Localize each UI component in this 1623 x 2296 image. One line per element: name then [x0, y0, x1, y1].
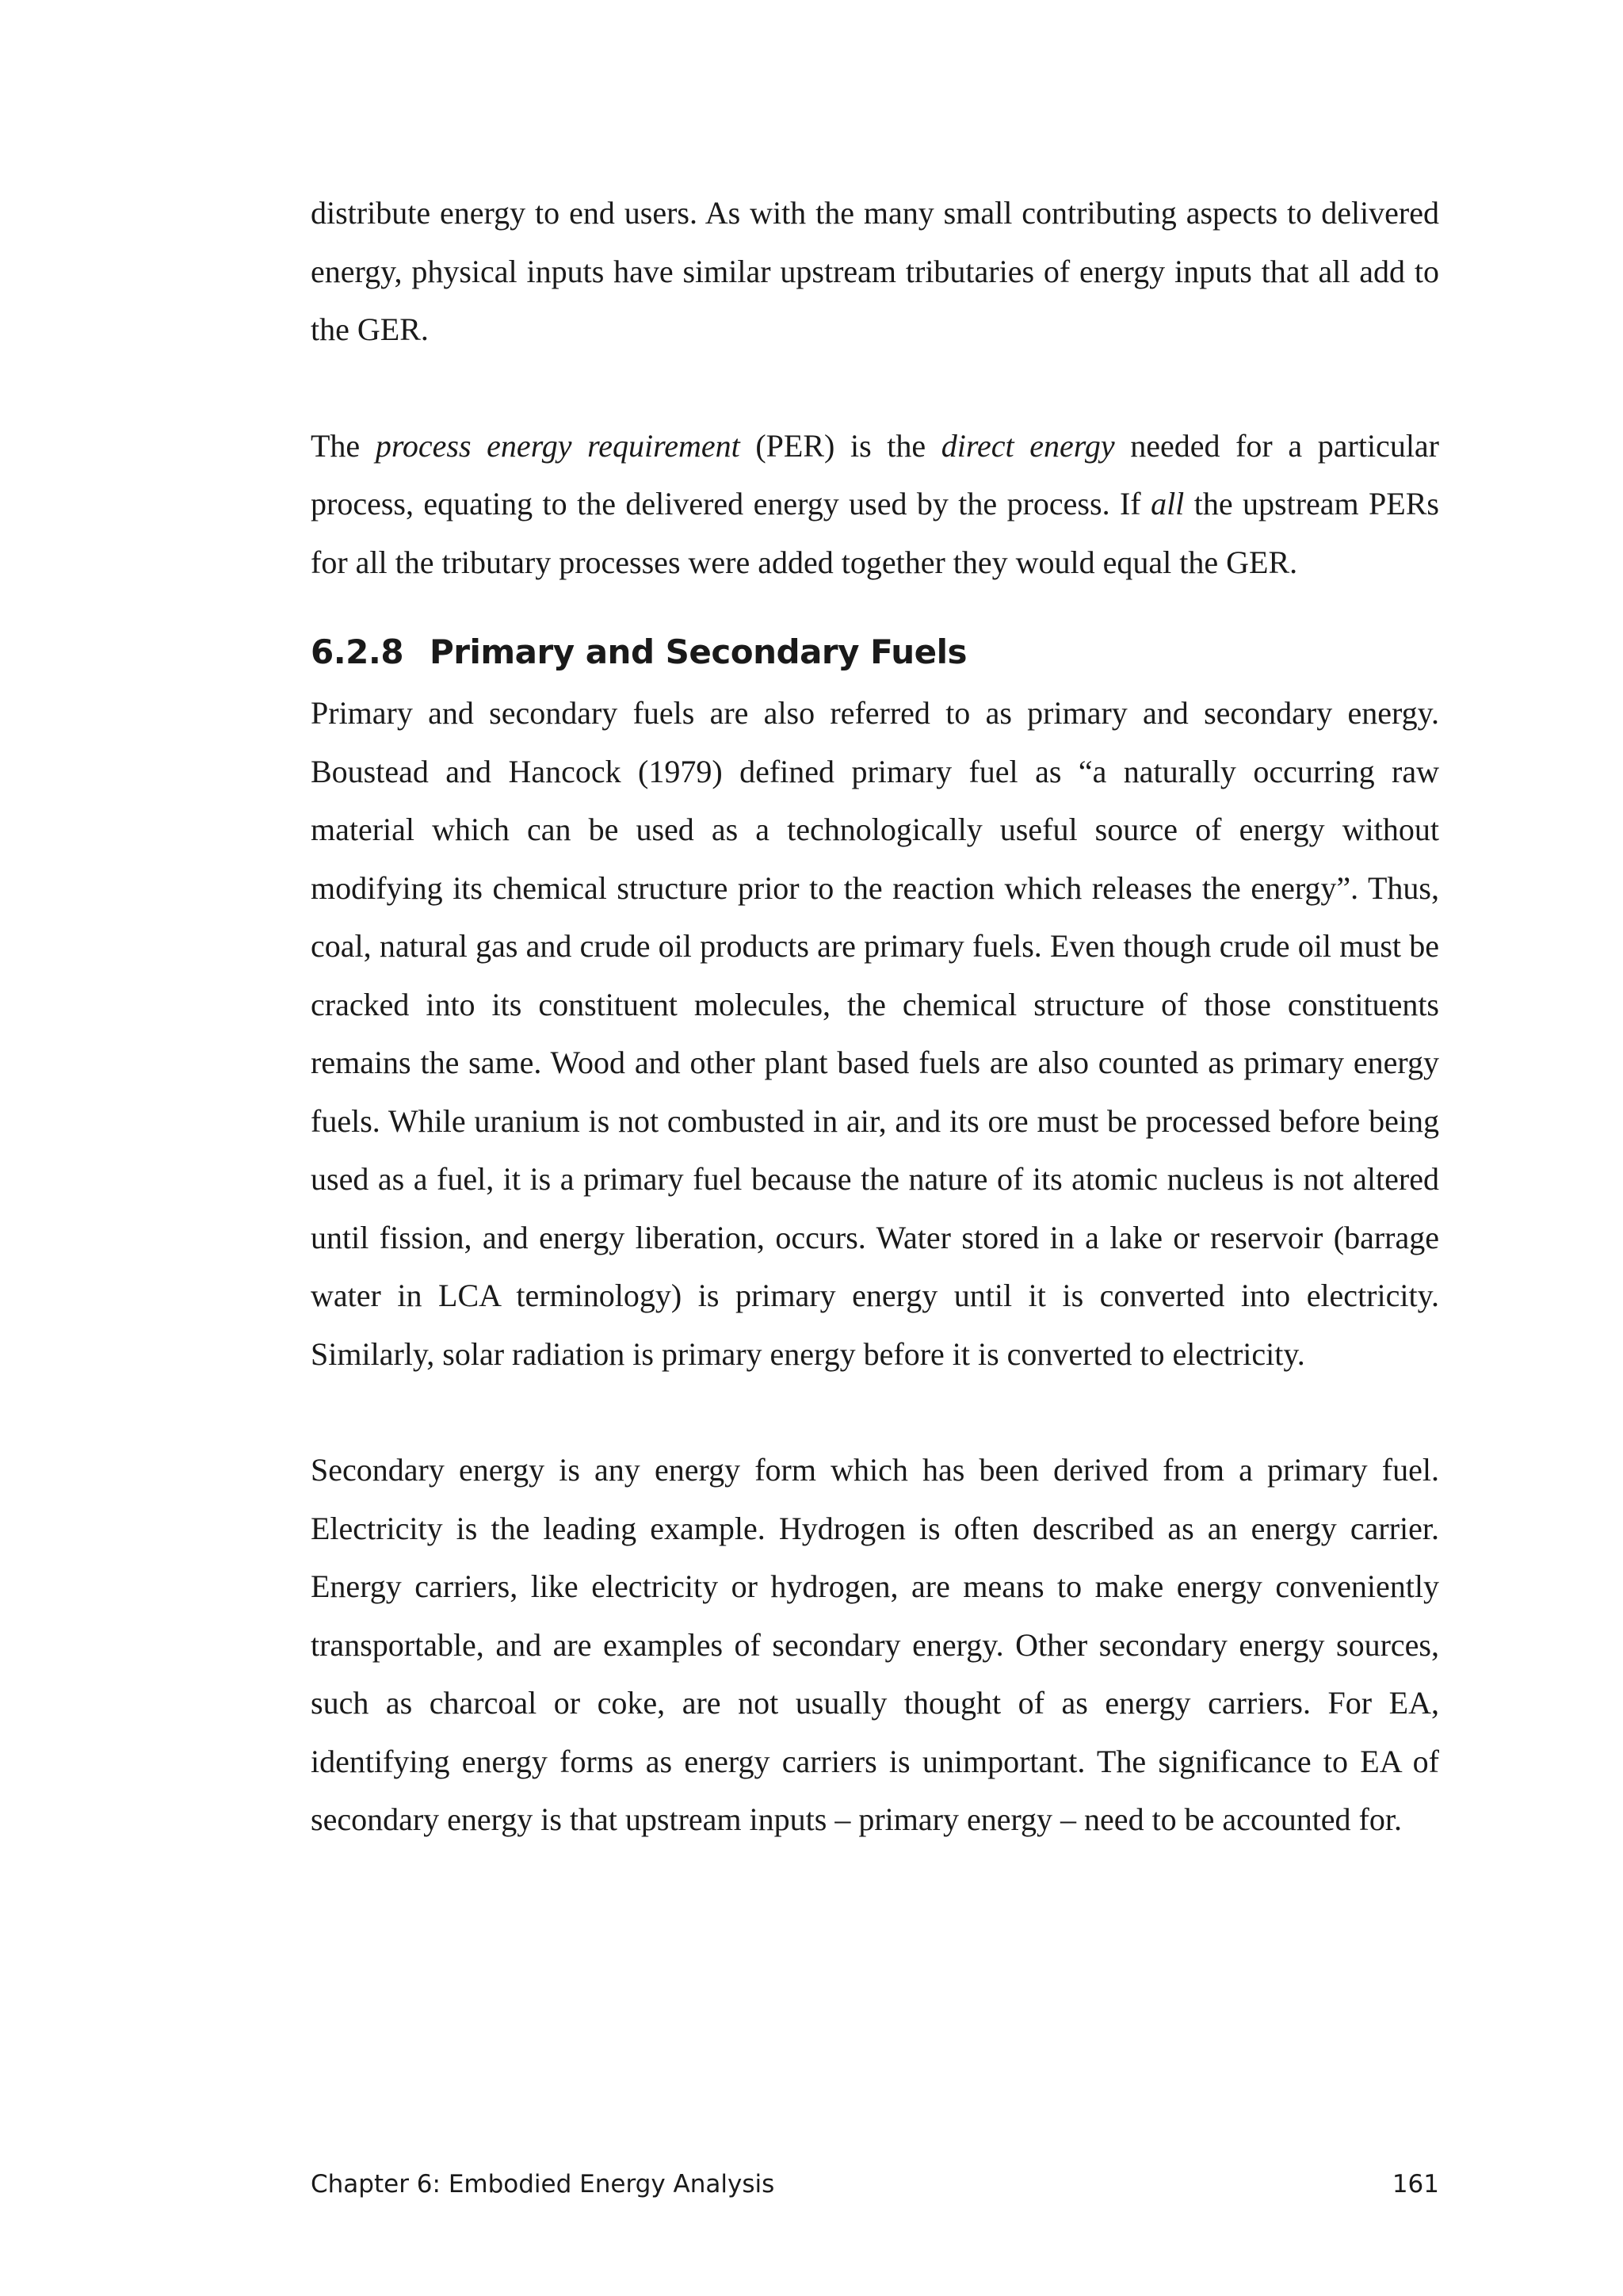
- italic-term: direct energy: [941, 427, 1115, 464]
- text-run: The: [311, 427, 376, 464]
- paragraph-gap: [311, 1383, 1439, 1441]
- italic-term: process energy requirement: [375, 427, 740, 464]
- text-run: the upstream PERs for all the tributary processes were added together they would equal the GER.: [311, 486, 1439, 580]
- paragraph-primary-fuels: Primary and secondary fuels are also referred to as primary and secondary energy. Boustead and Hancock (1979) defined primary fuel as “a naturally occurring raw material which can be used as a technologically useful source of energy without modifying its chemical structure prior to the reaction which releases the energy”. Thus, coal, natural gas and crude oil products are primary fuels. Even though crude oil must be cracked into its constituent molecules, the chemical structure of those constituents remains the same. Wood and other plant based fuels are also counted as primary energy fuels. While uranium is not combusted in air, and its ore must be processed before being used as a fuel, it is a primary fuel because the nature of its atomic nucleus is not altered until fission, and energy liberation, occurs. Water stored in a lake or reservoir (barrage water in LCA terminology) is primary energy until it is converted into electricity. Similarly, solar radiation is primary energy before it is converted to electricity.: [311, 695, 1439, 1372]
- paragraph-gap: [311, 359, 1439, 417]
- paragraph-ger-continuation: distribute energy to end users. As with the many small contributing aspects to delivered energy, physical inputs have similar upstream tributaries of energy inputs that all add to the GER.: [311, 195, 1439, 347]
- text-run: (PER) is the: [739, 427, 941, 464]
- section-number: 6.2.8: [311, 632, 404, 671]
- text-run: needed for a particular process, equating to the delivered energy used by the process. If: [311, 427, 1440, 521]
- section-title: Primary and Secondary Fuels: [430, 632, 968, 671]
- paragraph-process-energy-requirement: [311, 417, 1439, 592]
- italic-term: all: [1151, 486, 1185, 521]
- paragraph-secondary-energy: Secondary energy is any energy form which has been derived from a primary fuel. Electricity is the leading example. Hydrogen is often described as an energy carrier. Energy carriers, like electricity or hydrogen, are means to make energy conveniently transportable, and are examples of secondary energy. Other secondary energy sources, such as charcoal or coke, are not usually thought of as energy carriers. For EA, identifying energy forms as energy carriers is unimportant. The significance to EA of secondary energy is that upstream inputs – primary energy – need to be accounted for.: [311, 1452, 1439, 1837]
- page-number: 161: [1392, 2170, 1439, 2199]
- page-body: [311, 184, 1439, 1849]
- page-footer: [311, 2170, 1439, 2199]
- footer-chapter-title: Chapter 6: Embodied Energy Analysis: [311, 2170, 775, 2199]
- section-heading: [311, 621, 1439, 684]
